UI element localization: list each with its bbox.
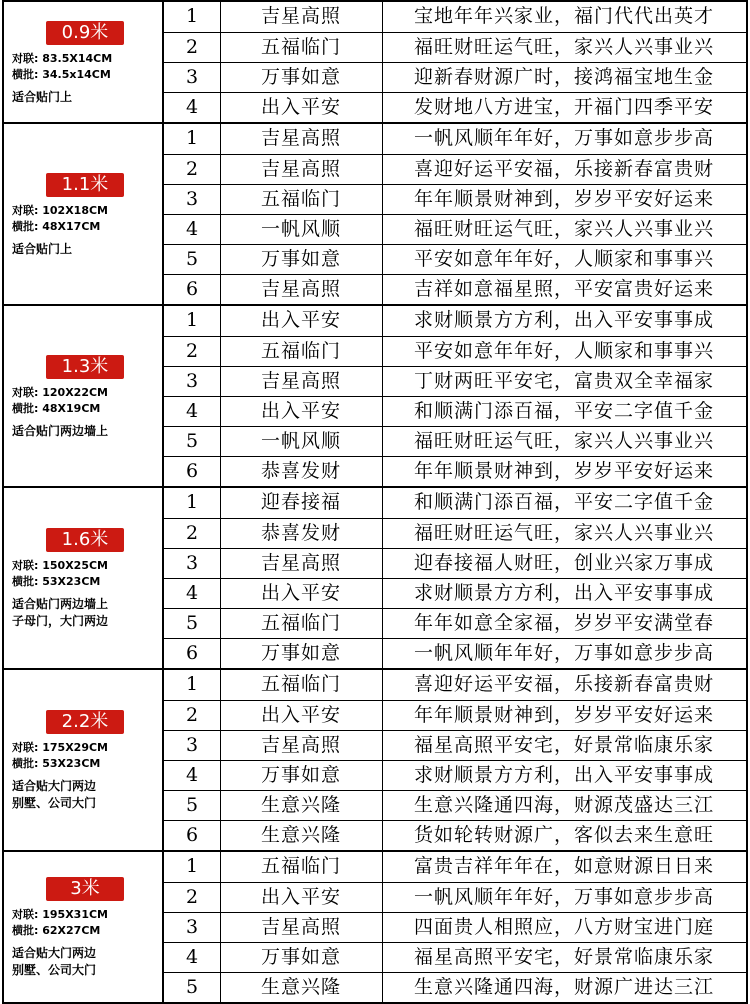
row-number: 2 [164, 155, 221, 184]
table-row [164, 2, 746, 32]
size-group [2, 668, 748, 850]
row-number: 4 [164, 943, 221, 972]
table-row [164, 488, 746, 518]
table-row [164, 124, 746, 154]
banner-text: 万事如意 [220, 639, 383, 668]
row-number: 1 [164, 124, 221, 154]
couplet-text: 迎春接福人财旺，创业兴家万事成 [413, 552, 714, 574]
couplet-text: 年年顺景财神到，岁岁平安好运来 [413, 460, 714, 482]
table-row [164, 852, 746, 882]
row-number: 3 [164, 63, 221, 92]
size-group [2, 0, 748, 122]
row-number: 2 [164, 701, 221, 730]
banner-dimension: 横批: 48X17CM [12, 220, 101, 233]
banner-text: 迎春接福 [220, 488, 383, 518]
couplet-text: 福旺财旺运气旺，家兴人兴事业兴 [413, 36, 714, 58]
table-row [164, 92, 746, 122]
size-spec-cell [2, 670, 164, 850]
couplet-text: 生意兴隆通四海，财源广进达三江 [413, 976, 714, 998]
couplet-rows [164, 852, 748, 1002]
table-row [164, 700, 746, 730]
banner-text: 万事如意 [220, 761, 383, 790]
table-row [164, 456, 746, 486]
row-number: 1 [164, 2, 221, 32]
row-number: 6 [164, 639, 221, 668]
couplet-text: 年年顺景财神到，岁岁平安好运来 [413, 188, 714, 210]
banner-dimension: 横批: 34.5x14CM [12, 68, 111, 81]
placement-note: 适合贴大门两边 [12, 779, 97, 793]
size-spec-cell [2, 2, 164, 122]
couplet-text: 迎新春财源广时，接鸿福宝地生金 [413, 66, 714, 88]
couplet-dimension: 对联: 175X29CM [12, 741, 108, 754]
table-row [164, 730, 746, 760]
placement-note: 别墅、公司大门 [12, 796, 97, 810]
banner-text: 吉星高照 [220, 367, 383, 396]
banner-dimension: 横批: 53X23CM [12, 575, 101, 588]
table-row [164, 214, 746, 244]
couplet-text: 和顺满门添百福，平安二字值千金 [413, 400, 714, 422]
couplet-size-table [2, 0, 748, 999]
couplet-dimension: 对联: 150X25CM [12, 559, 108, 572]
banner-text: 生意兴隆 [220, 821, 383, 850]
couplet-dimension: 对联: 120X22CM [12, 386, 108, 399]
table-row [164, 760, 746, 790]
row-number: 3 [164, 185, 221, 214]
couplet-text: 年年如意全家福，岁岁平安满堂春 [413, 612, 714, 634]
couplet-text: 喜迎好运平安福，乐接新春富贵财 [413, 673, 714, 695]
banner-text: 吉星高照 [220, 124, 383, 154]
couplet-dimension: 对联: 83.5X14CM [12, 52, 113, 65]
row-number: 1 [164, 488, 221, 518]
size-spec-cell [2, 488, 164, 668]
row-number: 3 [164, 367, 221, 396]
banner-text: 吉星高照 [220, 155, 383, 184]
couplet-text: 平安如意年年好，人顺家和事事兴 [413, 340, 714, 362]
couplet-text: 四面贵人相照应，八方财宝进门庭 [413, 916, 714, 938]
table-row [164, 62, 746, 92]
row-number: 4 [164, 215, 221, 244]
couplet-text: 和顺满门添百福，平安二字值千金 [413, 491, 714, 513]
row-number: 6 [164, 457, 221, 486]
table-row [164, 518, 746, 548]
size-spec-cell [2, 124, 164, 304]
banner-text: 五福临门 [220, 33, 383, 62]
table-row [164, 366, 746, 396]
row-number: 5 [164, 791, 221, 820]
banner-text: 吉星高照 [220, 549, 383, 578]
banner-text: 一帆风顺 [220, 215, 383, 244]
couplet-text: 求财顺景方方利，出入平安事事成 [413, 309, 714, 331]
size-badge: 1.1米 [46, 173, 124, 197]
row-number: 6 [164, 275, 221, 304]
banner-text: 五福临门 [220, 609, 383, 638]
row-number: 3 [164, 913, 221, 942]
banner-text: 出入平安 [220, 701, 383, 730]
banner-text: 吉星高照 [220, 275, 383, 304]
couplet-text: 宝地年年兴家业，福门代代出英才 [413, 5, 714, 27]
banner-dimension: 横批: 62X27CM [12, 924, 101, 937]
placement-note: 别墅、公司大门 [12, 963, 97, 977]
table-row [164, 244, 746, 274]
banner-text: 五福临门 [220, 670, 383, 700]
table-row [164, 820, 746, 850]
couplet-text: 一帆风顺年年好，万事如意步步高 [413, 642, 714, 664]
placement-note: 适合贴门上 [12, 242, 73, 256]
table-row [164, 336, 746, 366]
couplet-rows [164, 670, 748, 850]
couplet-text: 吉祥如意福星照，平安富贵好运来 [413, 278, 714, 300]
banner-text: 生意兴隆 [220, 791, 383, 820]
couplet-text: 年年顺景财神到，岁岁平安好运来 [413, 704, 714, 726]
couplet-text: 福旺财旺运气旺，家兴人兴事业兴 [413, 218, 714, 240]
table-row [164, 32, 746, 62]
table-row [164, 578, 746, 608]
row-number: 2 [164, 883, 221, 912]
banner-text: 万事如意 [220, 943, 383, 972]
table-row [164, 608, 746, 638]
banner-text: 万事如意 [220, 245, 383, 274]
size-badge: 2.2米 [46, 710, 124, 734]
couplet-text: 求财顺景方方利，出入平安事事成 [413, 582, 714, 604]
row-number: 5 [164, 427, 221, 456]
banner-text: 一帆风顺 [220, 427, 383, 456]
row-number: 2 [164, 33, 221, 62]
table-row [164, 154, 746, 184]
row-number: 6 [164, 821, 221, 850]
banner-text: 五福临门 [220, 337, 383, 366]
size-badge: 1.3米 [46, 355, 124, 379]
size-group [2, 122, 748, 304]
placement-note: 适合贴门两边墙上 [12, 424, 109, 438]
banner-text: 吉星高照 [220, 2, 383, 32]
size-group [2, 850, 748, 1004]
banner-text: 五福临门 [220, 852, 383, 882]
row-number: 1 [164, 852, 221, 882]
couplet-rows [164, 2, 748, 122]
couplet-dimension: 对联: 195X31CM [12, 908, 108, 921]
couplet-text: 发财地八方进宝，开福门四季平安 [413, 96, 714, 118]
banner-text: 五福临门 [220, 185, 383, 214]
row-number: 5 [164, 609, 221, 638]
table-row [164, 396, 746, 426]
placement-note: 适合贴大门两边 [12, 946, 97, 960]
row-number: 4 [164, 761, 221, 790]
row-number: 4 [164, 397, 221, 426]
table-row [164, 912, 746, 942]
table-row [164, 548, 746, 578]
table-row [164, 972, 746, 1002]
banner-text: 出入平安 [220, 883, 383, 912]
placement-note: 子母门，大门两边 [12, 614, 109, 628]
row-number: 2 [164, 519, 221, 548]
couplet-text: 求财顺景方方利，出入平安事事成 [413, 764, 714, 786]
banner-text: 吉星高照 [220, 913, 383, 942]
row-number: 1 [164, 306, 221, 336]
couplet-text: 富贵吉祥年年在，如意财源日日来 [413, 855, 714, 877]
banner-text: 吉星高照 [220, 731, 383, 760]
row-number: 2 [164, 337, 221, 366]
table-row [164, 670, 746, 700]
size-badge: 1.6米 [46, 528, 124, 552]
couplet-text: 丁财两旺平安宅，富贵双全幸福家 [413, 370, 714, 392]
banner-text: 出入平安 [220, 579, 383, 608]
table-row [164, 426, 746, 456]
couplet-text: 一帆风顺年年好，万事如意步步高 [413, 127, 714, 149]
table-row [164, 306, 746, 336]
couplet-text: 福旺财旺运气旺，家兴人兴事业兴 [413, 430, 714, 452]
row-number: 4 [164, 579, 221, 608]
banner-text: 恭喜发财 [220, 519, 383, 548]
placement-note: 适合贴门上 [12, 90, 73, 104]
couplet-text: 福星高照平安宅，好景常临康乐家 [413, 734, 714, 756]
couplet-text: 喜迎好运平安福，乐接新春富贵财 [413, 158, 714, 180]
banner-text: 生意兴隆 [220, 973, 383, 1002]
table-row [164, 638, 746, 668]
table-row [164, 184, 746, 214]
couplet-text: 福旺财旺运气旺，家兴人兴事业兴 [413, 522, 714, 544]
row-number: 1 [164, 670, 221, 700]
table-row [164, 790, 746, 820]
banner-dimension: 横批: 48X19CM [12, 402, 101, 415]
couplet-rows [164, 306, 748, 486]
table-row [164, 274, 746, 304]
table-row [164, 942, 746, 972]
banner-text: 万事如意 [220, 63, 383, 92]
couplet-text: 平安如意年年好，人顺家和事事兴 [413, 248, 714, 270]
banner-text: 出入平安 [220, 306, 383, 336]
placement-note: 适合贴门两边墙上 [12, 597, 109, 611]
size-group [2, 486, 748, 668]
row-number: 5 [164, 973, 221, 1002]
couplet-dimension: 对联: 102X18CM [12, 204, 108, 217]
row-number: 3 [164, 549, 221, 578]
banner-text: 出入平安 [220, 397, 383, 426]
couplet-rows [164, 488, 748, 668]
banner-text: 出入平安 [220, 93, 383, 122]
table-row [164, 882, 746, 912]
couplet-rows [164, 124, 748, 304]
couplet-text: 货如轮转财源广，客似去来生意旺 [413, 824, 714, 846]
size-badge: 3米 [46, 877, 124, 901]
couplet-text: 福星高照平安宅，好景常临康乐家 [413, 946, 714, 968]
size-group [2, 304, 748, 486]
row-number: 4 [164, 93, 221, 122]
size-spec-cell [2, 852, 164, 1002]
row-number: 5 [164, 245, 221, 274]
couplet-text: 生意兴隆通四海，财源茂盛达三江 [413, 794, 714, 816]
banner-text: 恭喜发财 [220, 457, 383, 486]
row-number: 3 [164, 731, 221, 760]
size-spec-cell [2, 306, 164, 486]
size-badge: 0.9米 [46, 21, 124, 45]
couplet-text: 一帆风顺年年好，万事如意步步高 [413, 886, 714, 908]
banner-dimension: 横批: 53X23CM [12, 757, 101, 770]
